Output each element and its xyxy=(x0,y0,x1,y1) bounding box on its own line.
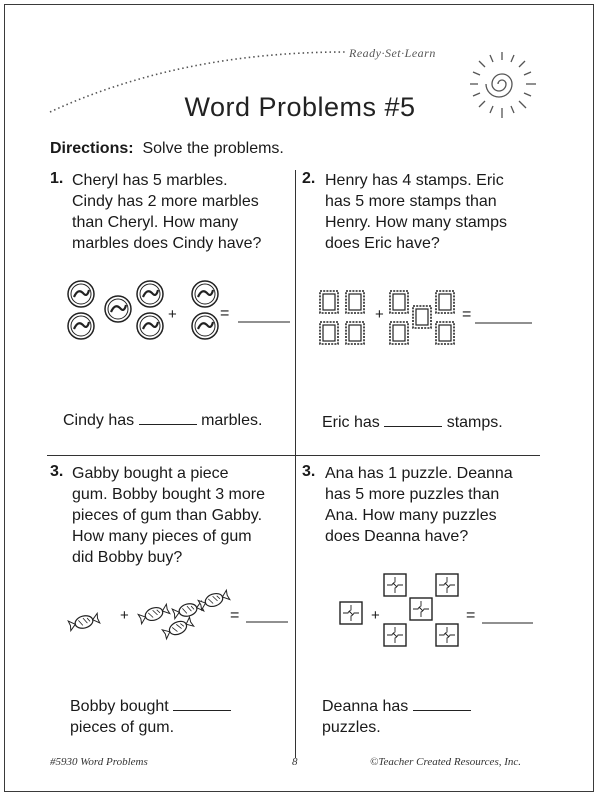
puzzle-icon xyxy=(384,574,406,596)
problem-1-line: than Cheryl. How many xyxy=(72,214,239,231)
answer-prefix: Deanna has xyxy=(322,698,409,715)
puzzle-icon xyxy=(340,602,362,624)
footer-left: #5930 Word Problems xyxy=(50,756,148,768)
directions-label: Directions: xyxy=(50,140,134,157)
marble-icon xyxy=(192,313,218,339)
marble-icon xyxy=(137,281,163,307)
problem-2-text xyxy=(325,170,507,254)
marble-icon xyxy=(105,296,131,322)
answer-suffix: stamps. xyxy=(446,414,503,431)
problem-4-line: has 5 more puzzles than xyxy=(325,486,500,503)
answer-blank[interactable] xyxy=(173,696,231,711)
equals-sign: = xyxy=(230,607,240,624)
stamp-icon xyxy=(346,291,364,313)
horizontal-divider xyxy=(47,455,540,456)
stamp-icon xyxy=(320,322,338,344)
footer-page-number: 8 xyxy=(292,756,298,768)
equals-sign: = xyxy=(466,607,476,624)
gum-icon xyxy=(138,603,170,625)
problem-2-answer xyxy=(322,412,503,433)
page-title: Word Problems #5 xyxy=(184,92,416,122)
marble-icon xyxy=(137,313,163,339)
stamp-icon xyxy=(390,291,408,313)
problem-4-line: Ana. How many puzzles xyxy=(325,507,497,524)
problem-4-text xyxy=(325,463,513,547)
directions xyxy=(50,140,284,158)
gum-illustration xyxy=(66,590,296,650)
stamp-icon xyxy=(346,322,364,344)
stamp-icon xyxy=(436,291,454,313)
vertical-divider xyxy=(295,170,296,758)
problem-2-line: Henry. How many stamps xyxy=(325,214,507,231)
problem-3-line: Gabby bought a piece xyxy=(72,465,229,482)
problem-3-line: How many pieces of gum xyxy=(72,528,252,545)
equals-sign: = xyxy=(220,305,230,322)
problem-4-answer xyxy=(322,696,471,738)
answer-suffix: puzzles. xyxy=(322,719,381,736)
puzzle-icon xyxy=(436,574,458,596)
problem-4-number: 3. xyxy=(302,463,316,480)
plus-sign: + xyxy=(371,607,380,624)
stamp-icon xyxy=(436,322,454,344)
problem-1-line: Cheryl has 5 marbles. xyxy=(72,172,228,189)
problem-3-text xyxy=(72,463,265,568)
problem-2-number: 2. xyxy=(302,170,316,187)
stamp-icon xyxy=(413,306,431,328)
answer-prefix: Eric has xyxy=(322,414,380,431)
problem-2-line: does Eric have? xyxy=(325,235,440,252)
answer-prefix: Bobby bought xyxy=(70,698,169,715)
answer-blank[interactable] xyxy=(139,410,197,425)
problem-3-line: gum. Bobby bought 3 more xyxy=(72,486,266,503)
problem-2-line: Henry has 4 stamps. Eric xyxy=(325,172,504,189)
puzzle-icon xyxy=(384,624,406,646)
brand-logo-text: Ready·Set·Learn xyxy=(349,46,436,60)
stamps-illustration xyxy=(318,286,538,356)
problem-1-line: marbles does Cindy have? xyxy=(72,235,262,252)
problem-1-number: 1. xyxy=(50,170,64,187)
answer-suffix: marbles. xyxy=(201,412,263,429)
problem-1-answer xyxy=(63,410,262,431)
problem-4-line: does Deanna have? xyxy=(325,528,469,545)
plus-sign: + xyxy=(375,306,384,323)
puzzle-icon xyxy=(410,598,432,620)
puzzle-icon xyxy=(436,624,458,646)
problem-3-line: pieces of gum than Gabby. xyxy=(72,507,263,524)
plus-sign: + xyxy=(120,607,129,624)
plus-sign: + xyxy=(168,306,177,323)
puzzles-illustration xyxy=(336,572,556,662)
marbles-illustration xyxy=(62,276,292,346)
problem-3-line: did Bobby buy? xyxy=(72,549,183,566)
equals-sign: = xyxy=(462,306,472,323)
stamp-icon xyxy=(320,291,338,313)
answer-blank[interactable] xyxy=(413,696,471,711)
problem-3-answer xyxy=(70,696,231,738)
problem-1-text xyxy=(72,170,261,254)
marble-icon xyxy=(68,281,94,307)
footer-right: ©Teacher Created Resources, Inc. xyxy=(370,756,522,768)
marble-icon xyxy=(68,313,94,339)
gum-icon xyxy=(198,589,230,611)
stamp-icon xyxy=(390,322,408,344)
gum-icon xyxy=(68,612,100,631)
directions-text: Solve the problems. xyxy=(142,140,284,157)
marble-icon xyxy=(192,281,218,307)
gum-icon xyxy=(172,600,204,619)
answer-prefix: Cindy has xyxy=(63,412,135,429)
answer-blank[interactable] xyxy=(384,412,442,427)
problem-3-number: 3. xyxy=(50,463,64,480)
problem-2-line: has 5 more stamps than xyxy=(325,193,497,210)
problem-4-line: Ana has 1 puzzle. Deanna xyxy=(325,465,513,482)
gum-icon xyxy=(162,616,194,640)
answer-suffix: pieces of gum. xyxy=(70,719,175,736)
problem-1-line: Cindy has 2 more marbles xyxy=(72,193,259,210)
